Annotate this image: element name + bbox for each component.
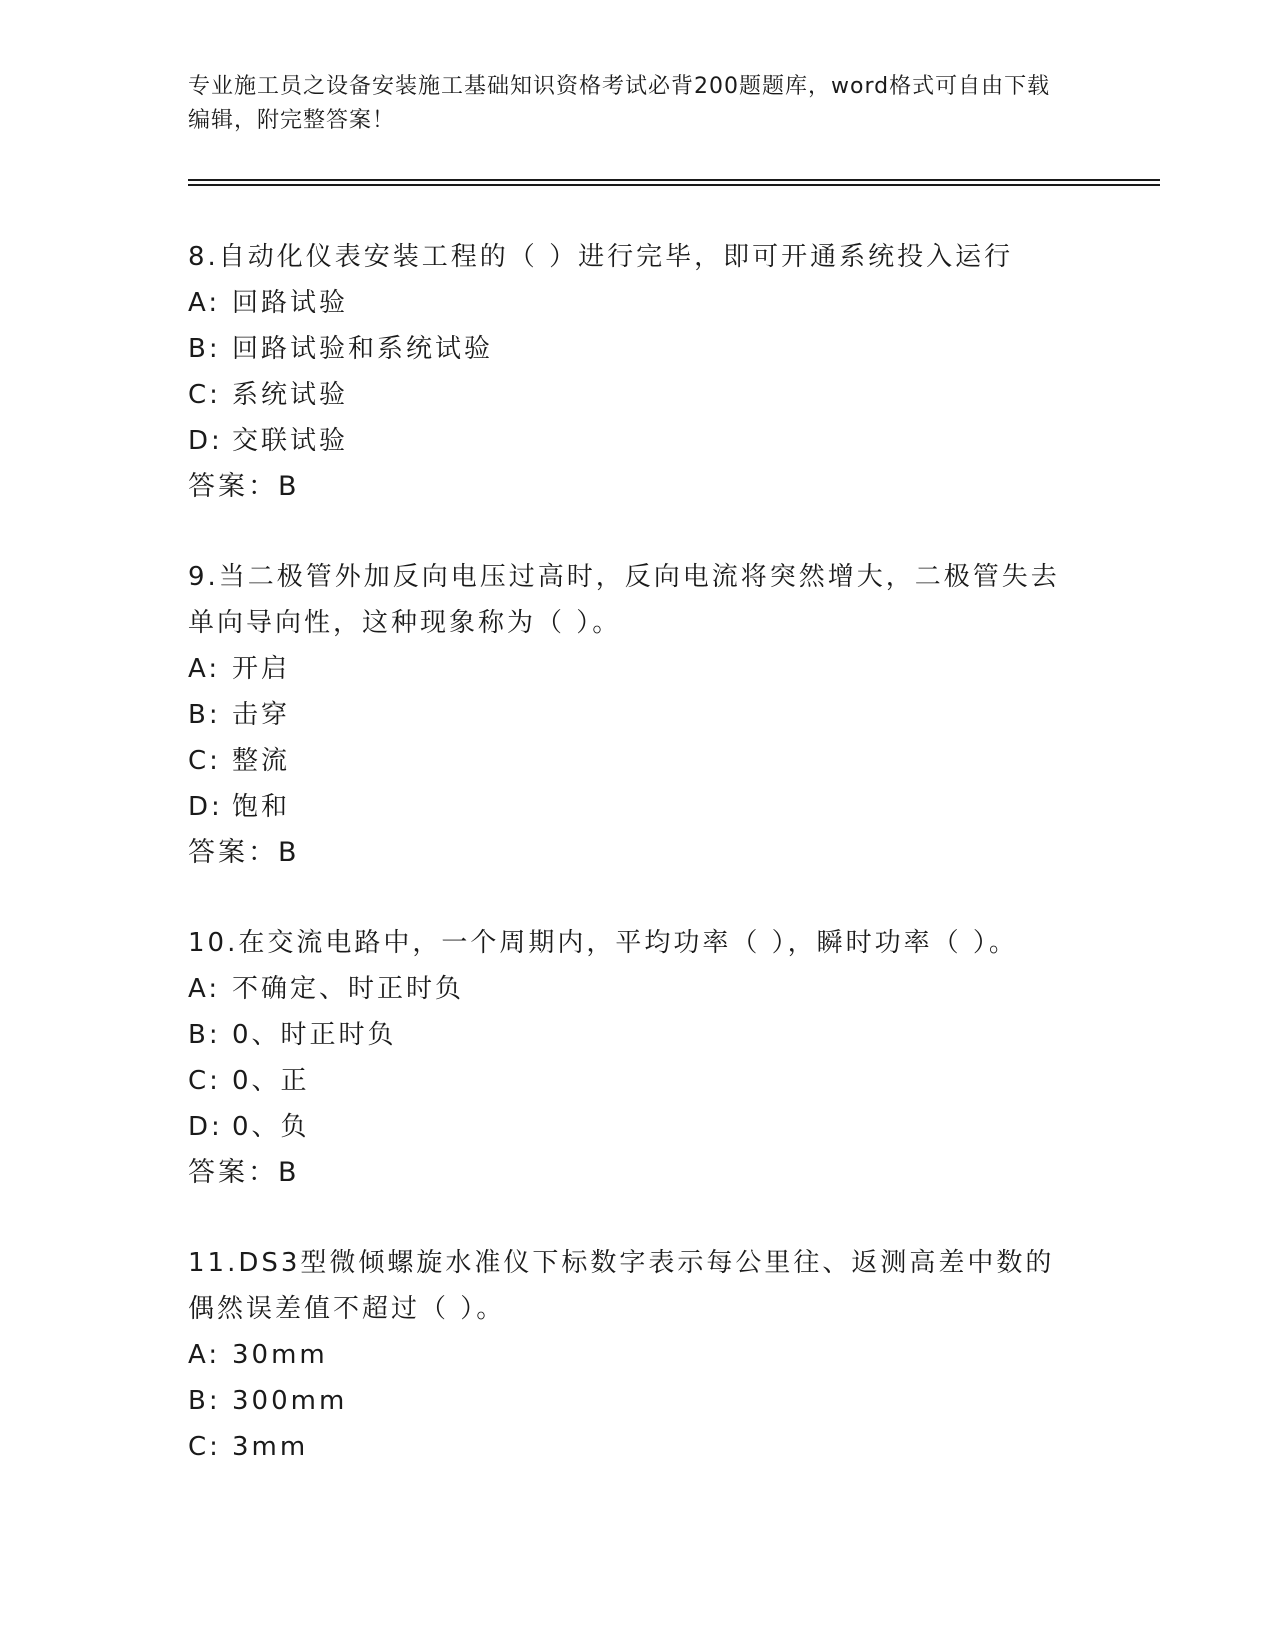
question-stem: 11.DS3型微倾螺旋水准仪下标数字表示每公里往、返测高差中数的偶然误差值不超过（ ）。	[188, 1248, 1055, 1324]
question-stem: 10.在交流电路中，一个周期内，平均功率（ ），瞬时功率（ ）。	[188, 928, 1018, 958]
option-b	[188, 1378, 1068, 1424]
question-10	[188, 920, 1068, 1196]
option-d	[188, 784, 1068, 830]
option-text: 不确定、时正时负	[232, 974, 465, 1004]
option-a	[188, 966, 1068, 1012]
option-text: 0、时正时负	[232, 1020, 397, 1050]
option-d	[188, 1104, 1068, 1150]
option-letter: B:	[188, 700, 221, 730]
option-d	[188, 418, 1068, 464]
header-divider-bottom	[188, 184, 1160, 186]
question-stem: 9.当二极管外加反向电压过高时，反向电流将突然增大，二极管失去单向导向性，这种现象称为（ ）。	[188, 562, 1060, 638]
answer-line: 答案：B	[188, 1157, 300, 1188]
option-letter: A:	[188, 654, 221, 684]
option-letter: D:	[188, 426, 223, 456]
option-letter: B:	[188, 1386, 221, 1416]
option-letter: A:	[188, 1340, 221, 1370]
option-c	[188, 738, 1068, 784]
option-text: 整流	[232, 746, 291, 776]
header-divider-top	[188, 179, 1160, 181]
option-text: 0、正	[232, 1066, 310, 1096]
option-a	[188, 1332, 1068, 1378]
answer-line: 答案：B	[188, 837, 300, 868]
option-b	[188, 1012, 1068, 1058]
document-header: 专业施工员之设备安装施工基础知识资格考试必背200题题库，word格式可自由下载编辑，附完整答案！	[188, 74, 1051, 133]
option-text: 回路试验和系统试验	[232, 334, 494, 364]
option-c	[188, 1424, 1068, 1470]
option-text: 300mm	[232, 1386, 348, 1416]
option-b	[188, 326, 1068, 372]
option-text: 交联试验	[232, 426, 349, 456]
question-stem: 8.自动化仪表安装工程的（ ）进行完毕，即可开通系统投入运行	[188, 242, 1014, 272]
option-letter: D:	[188, 1112, 223, 1142]
option-c	[188, 372, 1068, 418]
option-letter: B:	[188, 334, 221, 364]
option-letter: C:	[188, 380, 221, 410]
option-letter: D:	[188, 792, 223, 822]
option-text: 3mm	[232, 1432, 309, 1462]
option-text: 系统试验	[232, 380, 349, 410]
option-letter: C:	[188, 746, 221, 776]
question-11	[188, 1240, 1068, 1470]
option-text: 击穿	[232, 700, 291, 730]
option-text: 30mm	[232, 1340, 328, 1370]
option-letter: A:	[188, 974, 221, 1004]
option-letter: C:	[188, 1432, 221, 1462]
option-text: 0、负	[232, 1112, 310, 1142]
option-b	[188, 692, 1068, 738]
option-letter: C:	[188, 1066, 221, 1096]
option-text: 回路试验	[232, 288, 349, 318]
option-text: 饱和	[232, 792, 291, 822]
option-a	[188, 646, 1068, 692]
question-9	[188, 554, 1068, 876]
option-a	[188, 280, 1068, 326]
answer-line: 答案：B	[188, 471, 300, 502]
option-letter: B:	[188, 1020, 221, 1050]
option-c	[188, 1058, 1068, 1104]
question-8	[188, 234, 1068, 510]
option-text: 开启	[232, 654, 291, 684]
option-letter: A:	[188, 288, 221, 318]
